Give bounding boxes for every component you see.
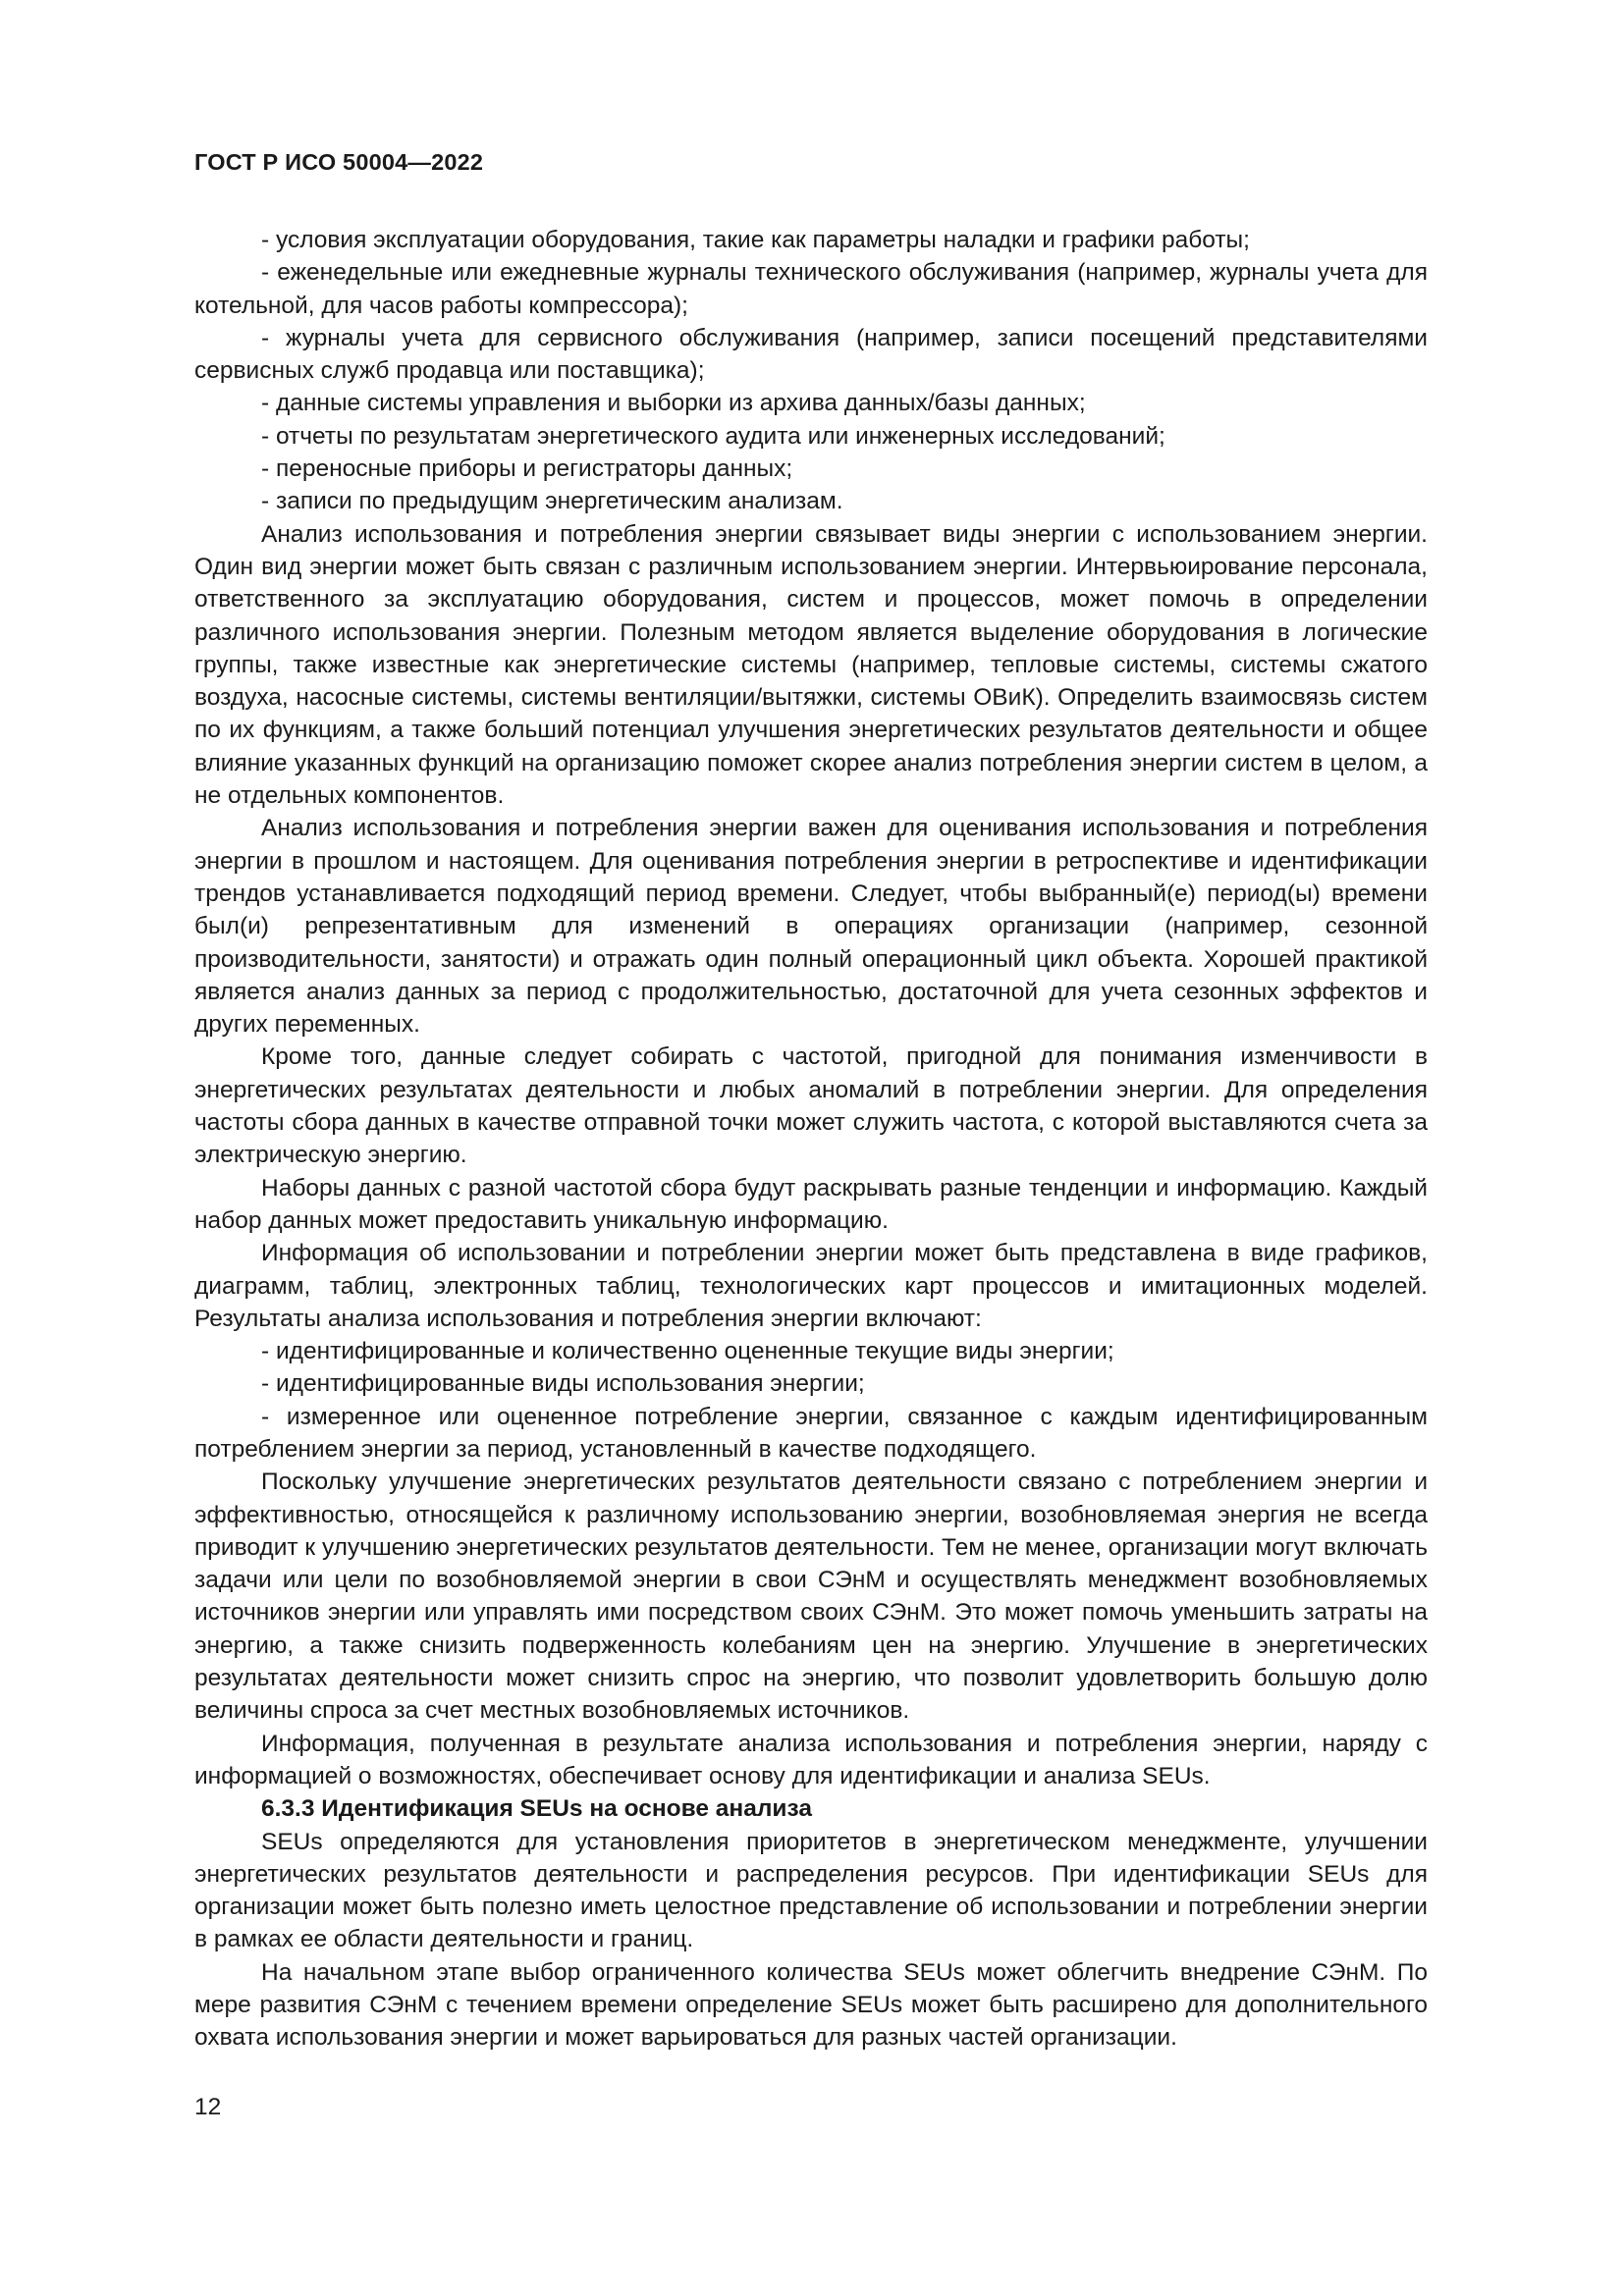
paragraph: Поскольку улучшение энергетических результатов деятельности связано с потреблением энергии и эффективностью, относящейся к различному использованию энергии, возобновляемая энергия не всегда приводит к улучшению энергетических результатов деятельности. Тем не менее, организации могут включать задачи или цели по возобновляемой энергии в свои СЭнМ и осуществлять менеджмент возобновляемых источников энергии или управлять ими посредством своих СЭнМ. Это может помочь уменьшить затраты на энергию, а также снизить подверженность колебаниям цен на энергию. Улучшение в энергетических результатах деятельности может снизить спрос на энергию, что позволит удовлетворить большую долю величины спроса за счет местных возобновляемых источников.	[194, 1468, 1428, 1725]
document-body	[194, 224, 1428, 2055]
page-number: 12	[194, 2094, 222, 2120]
list-item: - еженедельные или ежедневные журналы технического обслуживания (например, журналы учета для котельной, для часов работы компрессора);	[194, 259, 1428, 319]
paragraph: Наборы данных с разной частотой сбора будут раскрывать разные тенденции и информацию. Каждый набор данных может предоставить уникальную информацию.	[194, 1174, 1428, 1234]
list-item: - записи по предыдущим энергетическим анализам.	[261, 488, 843, 515]
list-item: - измеренное или оцененное потребление энергии, связанное с каждым идентифицированным потреблением энергии за период, установленный в качестве подходящего.	[194, 1403, 1428, 1463]
paragraph: Информация об использовании и потреблении энергии может быть представлена в виде графиков, диаграмм, таблиц, электронных таблиц, технологических карт процессов и имитационных моделей. Результаты анализа использования и потребления энергии включают:	[194, 1240, 1428, 1332]
paragraph: Анализ использования и потребления энергии связывает виды энергии с использованием энергии. Один вид энергии может быть связан с различным использованием энергии. Интервьюирование персонала, ответственного за эксплуатацию оборудования, систем и процессов, может помочь в определении различного использования энергии. Полезным методом является выделение оборудования в логические группы, также известные как энергетические системы (например, тепловые системы, системы сжатого воздуха, насосные системы, системы вентиляции/вытяжки, системы ОВиК). Определить взаимосвязь систем по их функциям, а также больший потенциал улучшения энергетических результатов деятельности и общее влияние указанных функций на организацию поможет скорее анализ потребления энергии систем в целом, а не отдельных компонентов.	[194, 520, 1428, 810]
paragraph: Анализ использования и потребления энергии важен для оценивания использования и потребления энергии в прошлом и настоящем. Для оценивания потребления энергии в ретроспективе и идентификации трендов устанавливается подходящий период времени. Следует, чтобы выбранный(е) период(ы) времени был(и) репрезентативным для изменений в операциях организации (например, сезонной производительности, занятости) и отражать один полный операционный цикл объекта. Хорошей практикой является анализ данных за период с продолжительностью, достаточной для учета сезонных эффектов и других переменных.	[194, 815, 1428, 1039]
list-item: - переносные приборы и регистраторы данных;	[261, 455, 793, 483]
list-item: - журналы учета для сервисного обслуживания (например, записи посещений представителями сервисных служб продавца или поставщика);	[194, 324, 1428, 385]
paragraph: На начальном этапе выбор ограниченного количества SEUs может облегчить внедрение СЭнМ. По мере развития СЭнМ с течением времени определение SEUs может быть расширено для дополнительного охвата использования энергии и может варьироваться для разных частей организации.	[194, 1958, 1428, 2052]
section-heading: 6.3.3 Идентификация SEUs на основе анализа	[261, 1795, 812, 1823]
standard-header: ГОСТ Р ИСО 50004—2022	[194, 149, 484, 175]
list-item: - идентифицированные и количественно оцененные текущие виды энергии;	[261, 1338, 1114, 1365]
paragraph: Кроме того, данные следует собирать с частотой, пригодной для понимания изменчивости в энергетических результатах деятельности и любых аномалий в потреблении энергии. Для определения частоты сбора данных в качестве отправной точки может служить частота, с которой выставляются счета за электрическую энергию.	[194, 1043, 1428, 1169]
paragraph: SEUs определяются для установления приоритетов в энергетическом менеджменте, улучшении энергетических результатов деятельности и распределения ресурсов. При идентификации SEUs для организации может быть полезно иметь целостное представление об использовании и потреблении энергии в рамках ее области деятельности и границ.	[194, 1828, 1428, 1953]
list-item: - условия эксплуатации оборудования, такие как параметры наладки и графики работы;	[261, 227, 1250, 253]
list-item: - идентифицированные виды использования энергии;	[261, 1370, 865, 1398]
paragraph: Информация, полученная в результате анализа использования и потребления энергии, наряду с информацией о возможностях, обеспечивает основу для идентификации и анализа SEUs.	[194, 1730, 1428, 1789]
list-item: - отчеты по результатам энергетического аудита или инженерных исследований;	[261, 422, 1165, 450]
list-item: - данные системы управления и выборки из архива данных/базы данных;	[261, 390, 1086, 417]
